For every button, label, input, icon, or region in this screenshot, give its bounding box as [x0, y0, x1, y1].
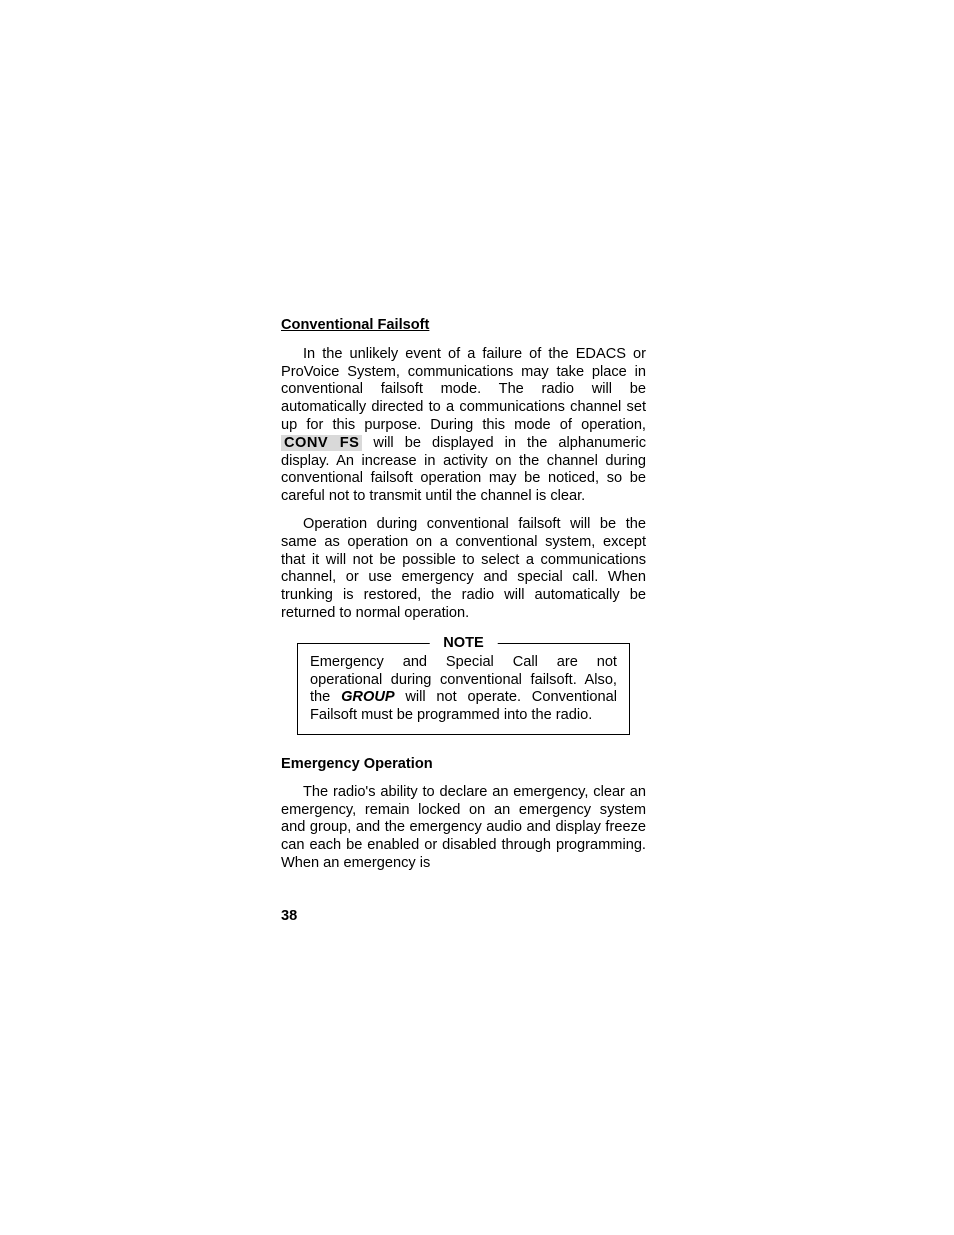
display-readout-conv-fs: CONV FS [281, 435, 362, 451]
page-number: 38 [281, 908, 298, 924]
page-content [281, 317, 646, 883]
note-box [297, 634, 630, 735]
section-heading-emergency-operation: Emergency Operation [281, 755, 433, 772]
paragraph-emergency-intro: The radio's ability to declare an emergency, clear an emergency, remain locked on an emergency system and group, and the emergency audio and display freeze can each be enabled or disabled through programming. When an emergency is [281, 783, 646, 871]
paragraph-text: will be displayed in the alphanumeric display. An increase in activity on the channel during conventional failsoft operation may be noticed, so be careful not to transmit until the channel is clear. [281, 434, 646, 505]
section-heading-conventional-failsoft: Conventional Failsoft [281, 317, 430, 333]
note-emphasis-group: GROUP [341, 689, 395, 706]
note-text-part: will not operate. Conventional Failsoft must be programmed into the radio. [310, 689, 617, 724]
spacer [281, 735, 646, 756]
paragraph-text: In the unlikely event of a failure of the EDACS or ProVoice System, communications may take place in conventional failsoft mode. The radio will be automatically directed to a communications channel set up for this purpose. During this mode of operation, [281, 345, 646, 433]
paragraph-failsoft-intro [281, 346, 646, 506]
paragraph-failsoft-operation: Operation during conventional failsoft will be the same as operation on a conventional system, except that it will not be possible to select a communications channel, or use emergency and special call. When trunking is restored, the radio will automatically be returned to normal operation. [281, 515, 646, 621]
note-text-part: Emergency and Special Call are not operational during conventional failsoft. Also, the [310, 653, 617, 706]
note-title: NOTE [429, 633, 498, 653]
note-text [310, 654, 617, 725]
